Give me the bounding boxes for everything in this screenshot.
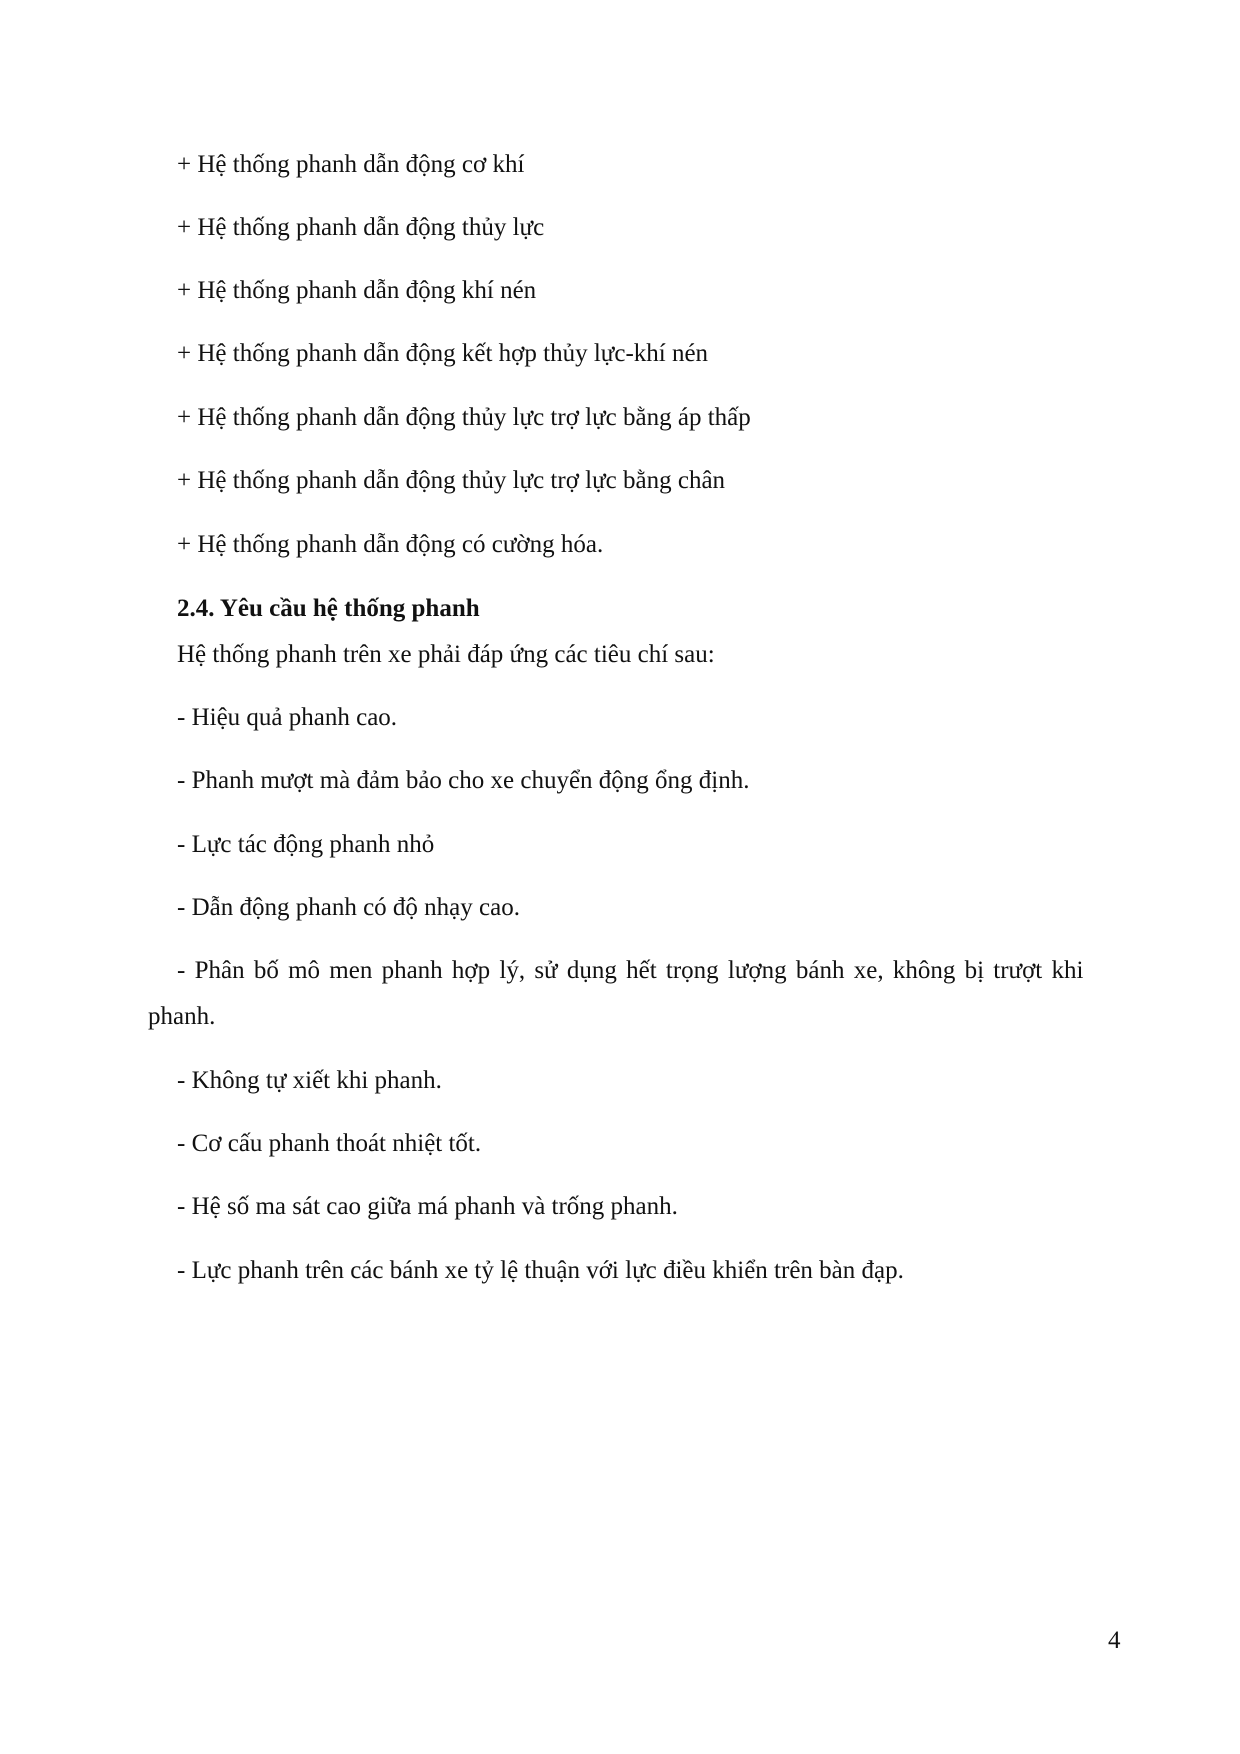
requirement-item: - Hiệu quả phanh cao.: [177, 704, 398, 731]
requirement-item: - Không tự xiết khi phanh.: [177, 1067, 442, 1094]
drive-type-hydraulic: + Hệ thống phanh dẫn động thủy lực: [177, 214, 545, 241]
drive-type-boosted: + Hệ thống phanh dẫn động có cường hóa.: [177, 531, 604, 558]
drive-type-foot-assisted: + Hệ thống phanh dẫn động thủy lực trợ lực bằng chân: [177, 467, 726, 494]
requirement-item-continuation: phanh.: [148, 1003, 216, 1030]
requirement-item: - Lực phanh trên các bánh xe tỷ lệ thuận với lực điều khiển trên bàn đạp.: [177, 1257, 904, 1284]
drive-type-hydro-pneumatic: + Hệ thống phanh dẫn động kết hợp thủy lực-khí nén: [177, 340, 709, 367]
requirement-item: - Phân bố mô men phanh hợp lý, sử dụng hết trọng lượng bánh xe, không bị trượt khi: [177, 957, 1084, 984]
drive-type-pneumatic: + Hệ thống phanh dẫn động khí nén: [177, 277, 537, 304]
requirement-item: - Hệ số ma sát cao giữa má phanh và trống phanh.: [177, 1193, 678, 1220]
drive-type-mechanical: + Hệ thống phanh dẫn động cơ khí: [177, 151, 525, 178]
requirement-item: - Dẫn động phanh có độ nhạy cao.: [177, 894, 520, 921]
drive-type-vacuum-assisted: + Hệ thống phanh dẫn động thủy lực trợ lực bằng áp thấp: [177, 404, 751, 431]
page-number: 4: [1108, 1627, 1121, 1654]
section-intro: Hệ thống phanh trên xe phải đáp ứng các tiêu chí sau:: [177, 641, 715, 668]
requirement-item: - Cơ cấu phanh thoát nhiệt tốt.: [177, 1130, 482, 1157]
section-heading: 2.4. Yêu cầu hệ thống phanh: [177, 595, 480, 622]
requirement-item: - Phanh mượt mà đảm bảo cho xe chuyển động ổng định.: [177, 767, 750, 794]
requirement-item: - Lực tác động phanh nhỏ: [177, 831, 435, 858]
